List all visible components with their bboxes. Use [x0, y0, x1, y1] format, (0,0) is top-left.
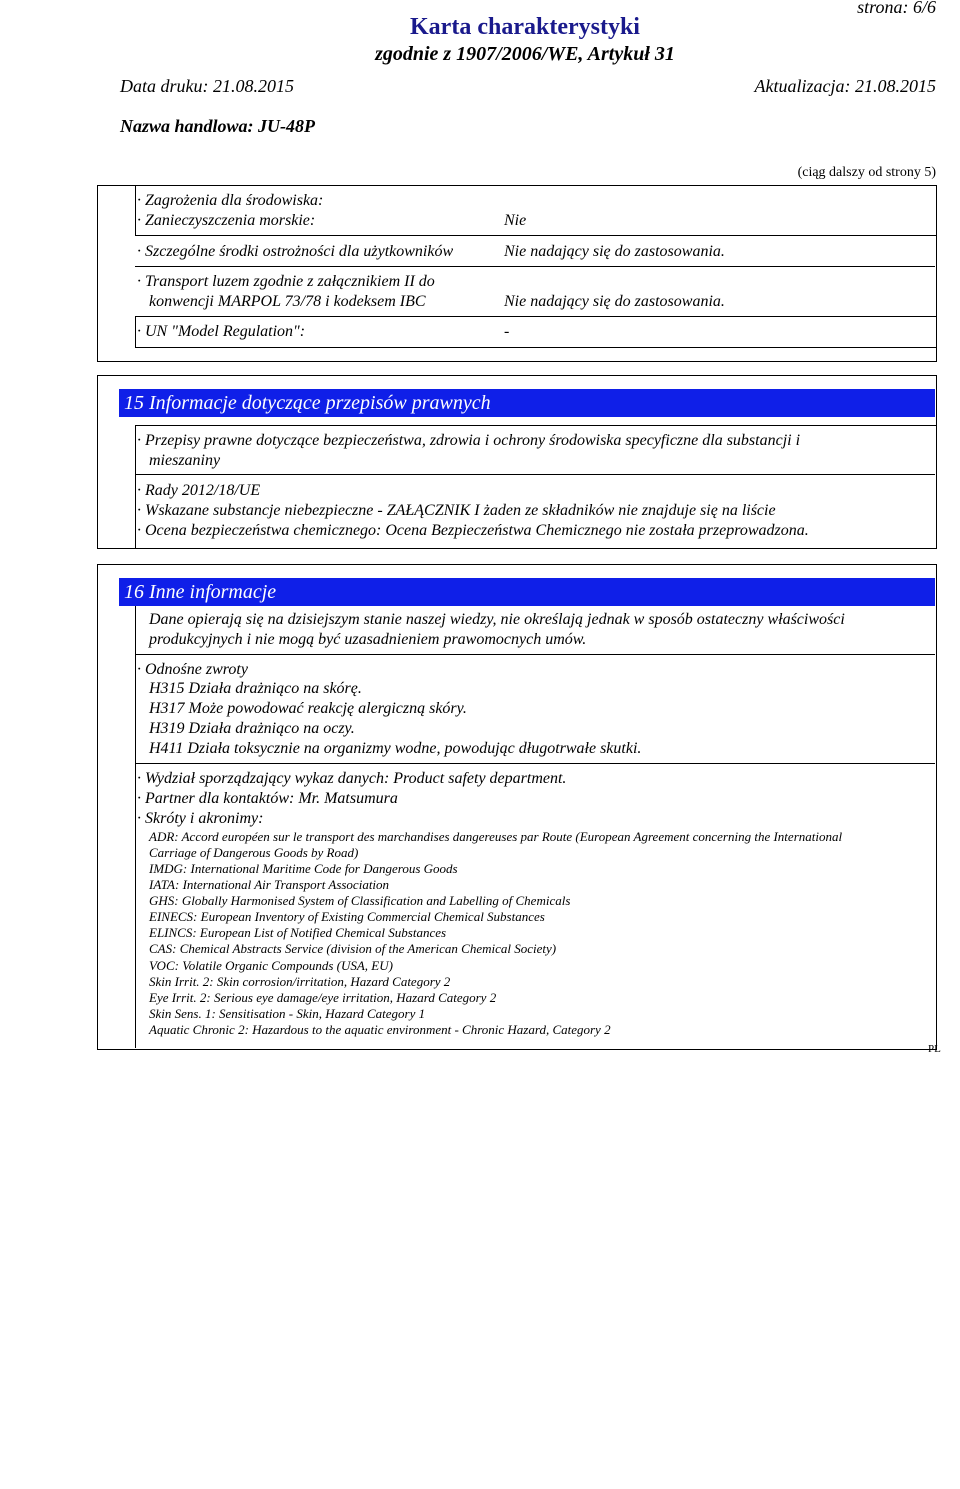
abbrev-item: Skin Irrit. 2: Skin corrosion/irritation, Hazard Category 2 [149, 974, 451, 989]
abbrev-item: IMDG: International Maritime Code for Dangerous Goods [149, 861, 458, 876]
divider [135, 474, 935, 475]
phrase-item: H317 Może powodować reakcję alergiczną skóry. [149, 700, 467, 717]
divider [135, 654, 935, 655]
abbrev-item: Carriage of Dangerous Goods by Road) [149, 845, 359, 860]
abbrev-item: CAS: Chemical Abstracts Service (division of the American Chemical Society) [149, 941, 557, 956]
regulations-line-2: mieszaniny [149, 452, 221, 469]
named-substances [137, 502, 776, 520]
language-code: PL [928, 1043, 941, 1055]
intro-line-2: produkcyjnych i nie mogą być uzasadnieniem prawomocnych umów. [149, 631, 587, 648]
continuation-note: (ciąg dalszy od strony 5) [797, 165, 936, 180]
dept-label: · Wydział sporządzający wykaz danych: [137, 770, 390, 787]
un-model-value: - [504, 323, 510, 340]
bulk-transport-value: Nie nadający się do zastosowania. [504, 293, 725, 310]
contact [137, 790, 398, 808]
phrase-item: H411 Działa toksycznie na organizmy wodne, powodując długotrwałe skutki. [149, 740, 642, 757]
intro-line-1: Dane opierają się na dzisiejszym stanie naszej wiedzy, nie określają jednak w sposób ostateczny właściwości [149, 611, 845, 628]
env-hazards-label: · Zagrożenia dla środowiska: [137, 192, 324, 209]
abbrev-item: VOC: Volatile Organic Compounds (USA, EU) [149, 958, 393, 973]
section-16-heading: 16 Inne informacje [119, 578, 935, 606]
un-model-label: · UN "Model Regulation": [137, 323, 306, 340]
named-substances-value: żaden ze składników nie znajduje się na liście [483, 502, 776, 519]
abbrev-item: ADR: Accord européen sur le transport des marchandises dangereuses par Route (European Agreement concerning the International [149, 829, 843, 844]
abbrev-item: Aquatic Chronic 2: Hazardous to the aquatic environment - Chronic Hazard, Category 2 [149, 1022, 611, 1037]
document-title: Karta charakterystyki [410, 14, 640, 40]
update-date: Aktualizacja: 21.08.2015 [754, 76, 936, 96]
phrase-item: H319 Działa drażniąco na oczy. [149, 720, 355, 737]
csa-value: Ocena Bezpieczeństwa Chemicznego nie została przeprowadzona. [385, 522, 809, 539]
abbrev-item: GHS: Globally Harmonised System of Classification and Labelling of Chemicals [149, 893, 571, 908]
named-substances-label: · Wskazane substancje niebezpieczne - ZAŁĄCZNIK I [137, 502, 480, 519]
print-date: Data druku: 21.08.2015 [120, 76, 294, 96]
bulk-transport-label-1: · Transport luzem zgodnie z załącznikiem II do [137, 273, 435, 290]
divider [135, 266, 935, 267]
chemical-safety-assessment [137, 522, 809, 540]
csa-label: · Ocena bezpieczeństwa chemicznego: [137, 522, 382, 539]
dept-value: Product safety department. [393, 770, 567, 787]
regulations-line-1: · Przepisy prawne dotyczące bezpieczeństwa, zdrowia i ochrony środowiska specyficzne dla substancji i [137, 432, 801, 449]
abbrev-item: IATA: International Air Transport Association [149, 877, 390, 892]
divider [135, 763, 935, 764]
section-16-inner-border [135, 606, 136, 1048]
abbrev-item: Skin Sens. 1: Sensitisation - Skin, Hazard Category 1 [149, 1006, 426, 1021]
page-number: strona: 6/6 [857, 0, 936, 17]
section-15-heading: 15 Informacje dotyczące przepisów prawnych [119, 389, 935, 417]
prepared-by [137, 770, 566, 788]
phrases-label: · Odnośne zwroty [137, 661, 248, 678]
special-precautions-value: Nie nadający się do zastosowania. [504, 243, 725, 260]
trade-name: Nazwa handlowa: JU-48P [120, 116, 316, 136]
directive-label: · Rady 2012/18/UE [137, 482, 261, 499]
marine-pollutant-value: Nie [504, 212, 527, 229]
contact-value: Mr. Matsumura [298, 790, 398, 807]
abbrev-item: ELINCS: European List of Notified Chemical Substances [149, 925, 447, 940]
contact-label: · Partner dla kontaktów: [137, 790, 295, 807]
abbrev-label: · Skróty i akronimy: [137, 810, 264, 827]
bulk-transport-label-2: konwencji MARPOL 73/78 i kodeksem IBC [149, 293, 426, 310]
marine-pollutant-label: · Zanieczyszczenia morskie: [137, 212, 316, 229]
abbrev-item: Eye Irrit. 2: Serious eye damage/eye irritation, Hazard Category 2 [149, 990, 497, 1005]
phrase-item: H315 Działa drażniąco na skórę. [149, 680, 362, 697]
special-precautions-label: · Szczególne środki ostrożności dla użytkowników [137, 243, 454, 260]
abbrev-item: EINECS: European Inventory of Existing Commercial Chemical Substances [149, 909, 545, 924]
document-subtitle: zgodnie z 1907/2006/WE, Artykuł 31 [375, 43, 675, 65]
